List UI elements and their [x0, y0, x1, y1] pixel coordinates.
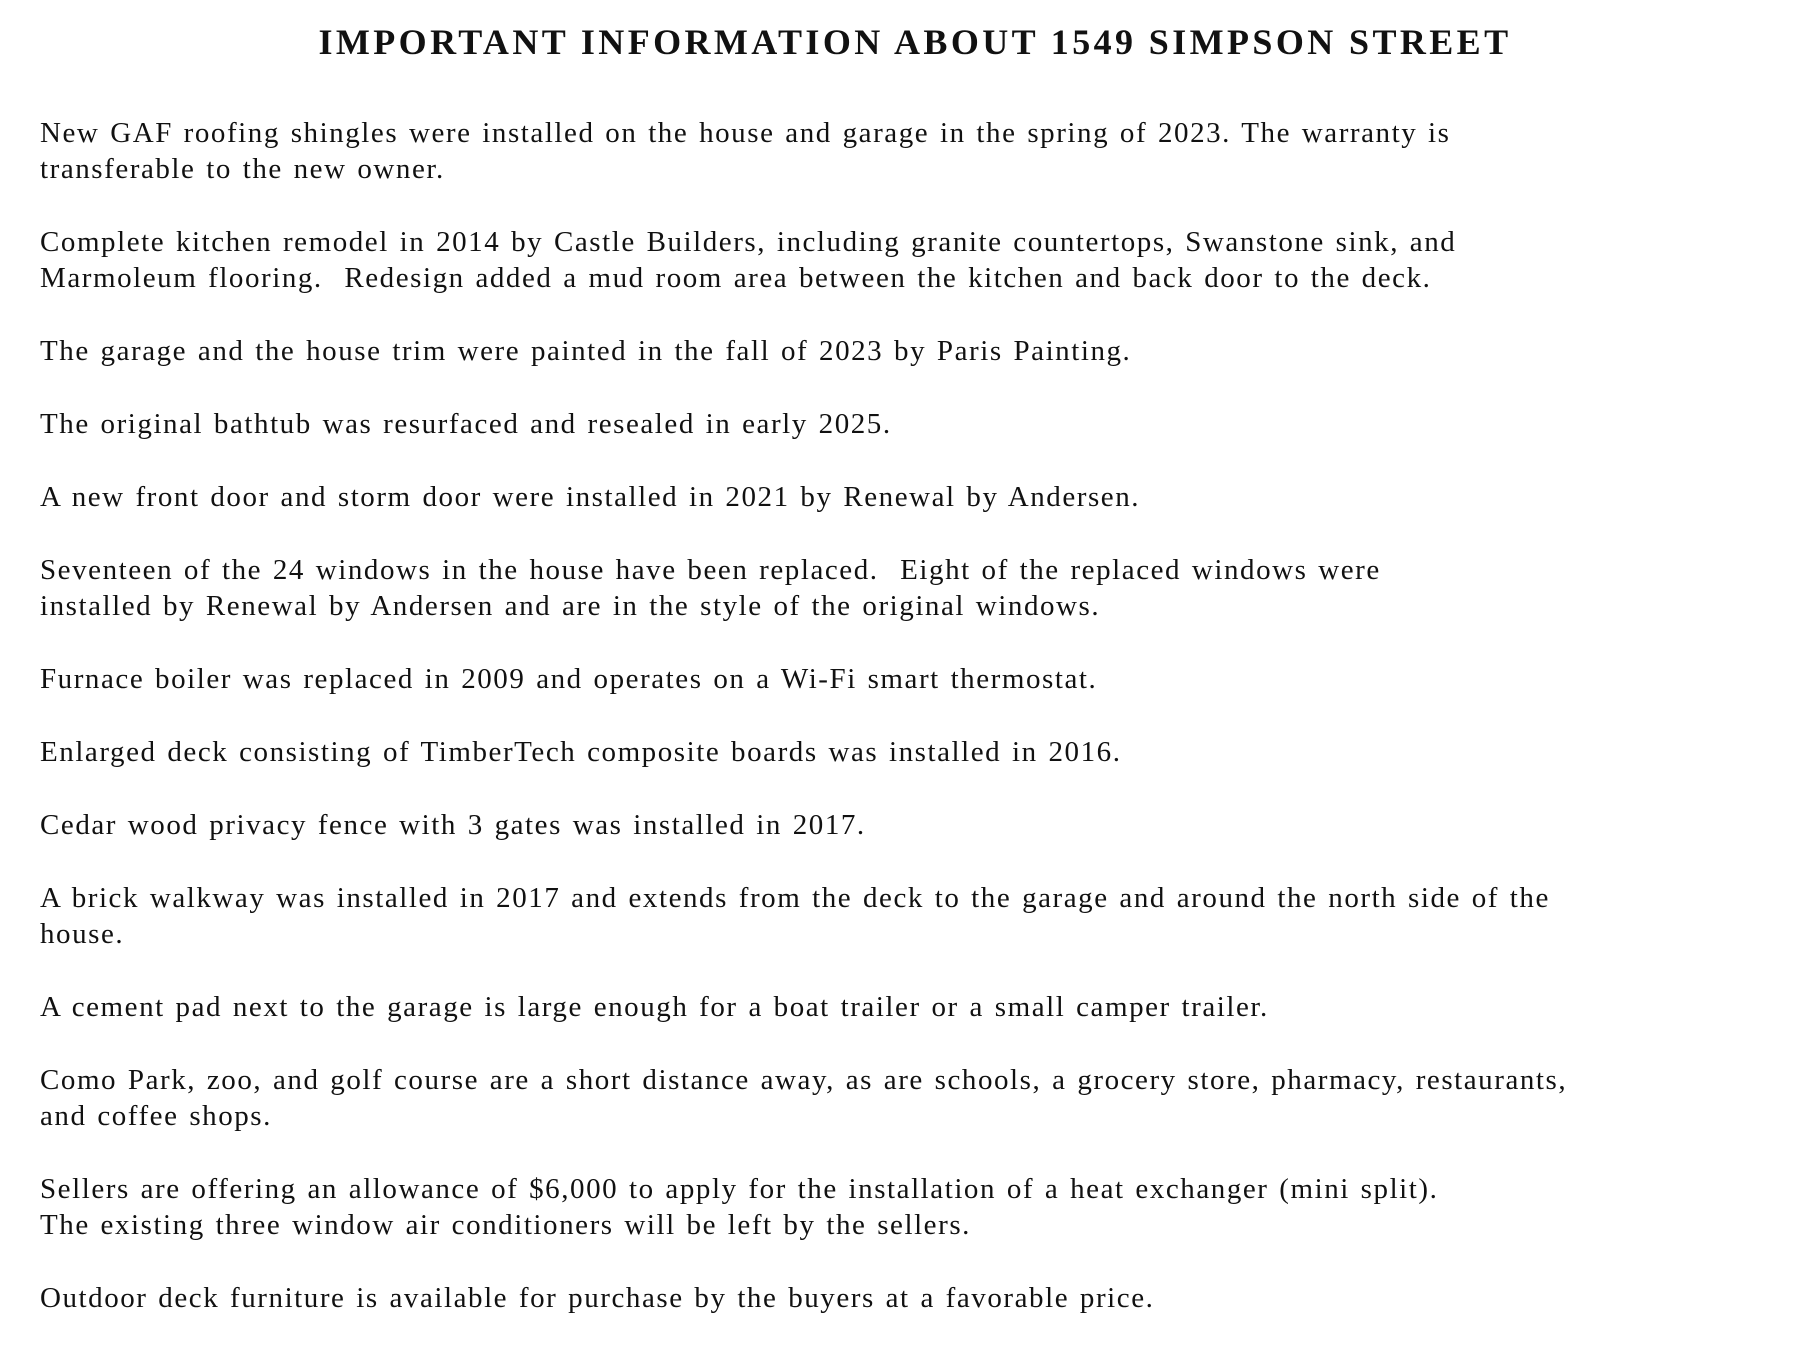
paragraph: [40, 880, 1790, 952]
paragraph-line: Enlarged deck consisting of TimberTech composite boards was installed in 2016.: [40, 736, 1122, 768]
paragraph-line: installed by Renewal by Andersen and are in the style of the original windows.: [40, 590, 1101, 622]
paragraph-line: Sellers are offering an allowance of $6,000 to apply for the installation of a heat exchanger (mini split).: [40, 1173, 1439, 1205]
paragraph-line: Outdoor deck furniture is available for purchase by the buyers at a favorable price.: [40, 1282, 1155, 1314]
paragraph: [40, 333, 1790, 369]
paragraph: [40, 661, 1790, 697]
paragraph: [40, 406, 1790, 442]
document-title: IMPORTANT INFORMATION ABOUT 1549 SIMPSON STREET: [318, 22, 1512, 62]
paragraph-line: The garage and the house trim were painted in the fall of 2023 by Paris Painting.: [40, 335, 1132, 367]
paragraph-line: A new front door and storm door were installed in 2021 by Renewal by Andersen.: [40, 481, 1141, 513]
paragraph: [40, 734, 1790, 770]
paragraph: [40, 224, 1790, 296]
paragraph: [40, 552, 1790, 624]
paragraph-line: house.: [40, 918, 125, 950]
paragraph: [40, 479, 1790, 515]
paragraph-line: New GAF roofing shingles were installed on the house and garage in the spring of 2023. The warranty is: [40, 117, 1451, 149]
paragraph-line: A brick walkway was installed in 2017 and extends from the deck to the garage and around the north side of the: [40, 882, 1550, 914]
paragraph-line: Como Park, zoo, and golf course are a short distance away, as are schools, a grocery store, pharmacy, restaurants,: [40, 1064, 1568, 1096]
paragraph: [40, 1280, 1790, 1316]
paragraph-line: The existing three window air conditioners will be left by the sellers.: [40, 1209, 971, 1241]
paragraph: [40, 115, 1790, 187]
paragraph-line: A cement pad next to the garage is large enough for a boat trailer or a small camper trailer.: [40, 991, 1269, 1023]
paragraph-line: Seventeen of the 24 windows in the house have been replaced. Eight of the replaced windows were: [40, 554, 1381, 586]
paragraph: [40, 989, 1790, 1025]
paragraph-line: Marmoleum flooring. Redesign added a mud room area between the kitchen and back door to the deck.: [40, 262, 1432, 294]
paragraph-line: Complete kitchen remodel in 2014 by Castle Builders, including granite countertops, Swanstone sink, and: [40, 226, 1457, 258]
paragraph-line: Furnace boiler was replaced in 2009 and operates on a Wi-Fi smart thermostat.: [40, 663, 1098, 695]
paragraph-list: [40, 115, 1790, 1316]
paragraph-line: transferable to the new owner.: [40, 153, 445, 185]
paragraph-line: The original bathtub was resurfaced and resealed in early 2025.: [40, 408, 892, 440]
paragraph: [40, 807, 1790, 843]
paragraph-line: Cedar wood privacy fence with 3 gates was installed in 2017.: [40, 809, 866, 841]
paragraph: [40, 1171, 1790, 1243]
paragraph-line: and coffee shops.: [40, 1100, 272, 1132]
paragraph: [40, 1062, 1790, 1134]
